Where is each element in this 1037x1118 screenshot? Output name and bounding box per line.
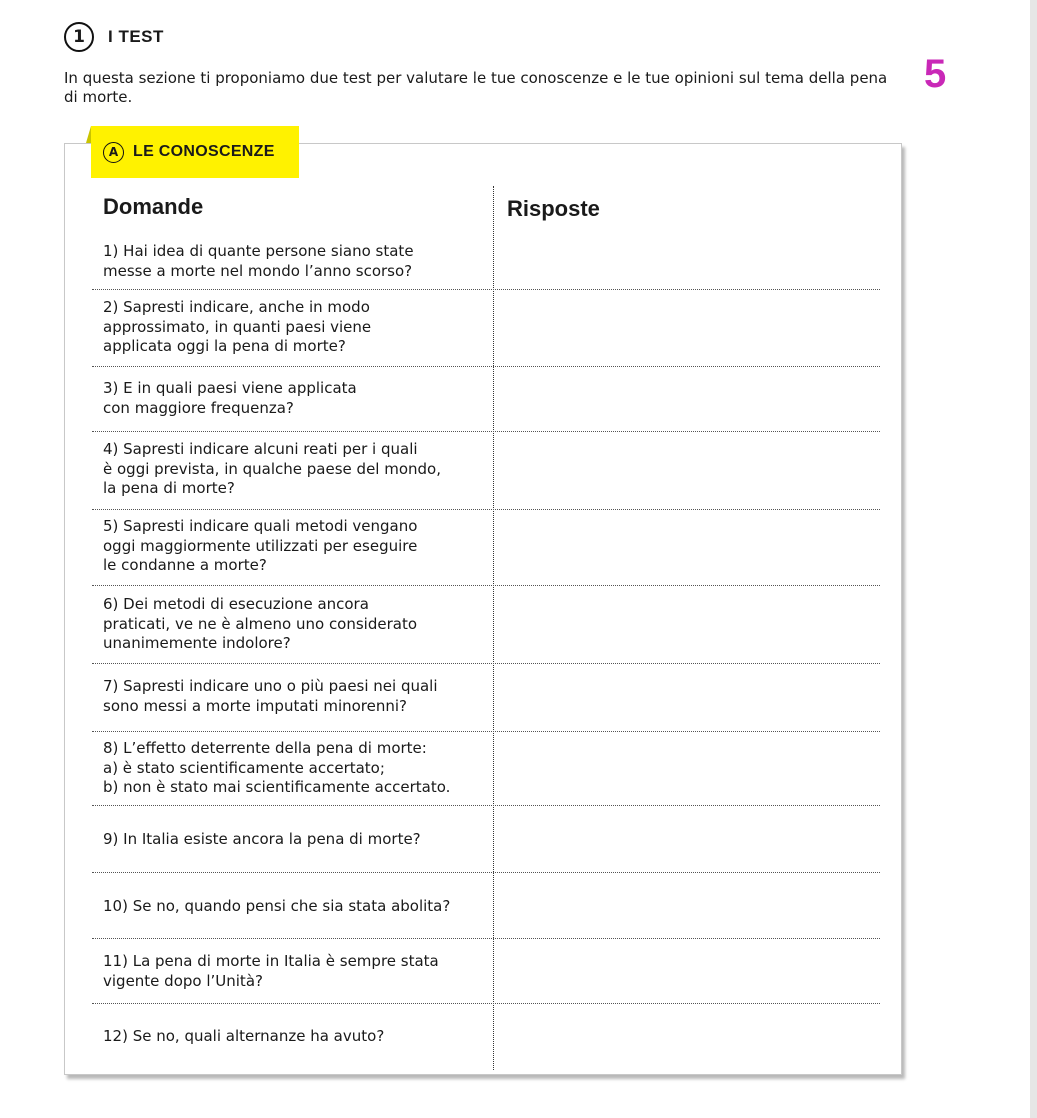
question-8: 8) L’effetto deterrente della pena di morte: a) è stato scientificamente accertato; b) non è stato mai scientificamente accertato. bbox=[103, 739, 451, 796]
question-5: 5) Sapresti indicare quali metodi vengano oggi maggiormente utilizzati per eseguire le condanne a morte? bbox=[103, 517, 418, 574]
section-number-badge: 1 bbox=[64, 22, 94, 52]
question-9: 9) In Italia esiste ancora la pena di morte? bbox=[103, 830, 421, 848]
section-header bbox=[64, 22, 164, 52]
row-separator bbox=[92, 289, 880, 290]
column-header-answers: Risposte bbox=[507, 196, 600, 221]
row-separator bbox=[92, 731, 880, 732]
question-11: 11) La pena di morte in Italia è sempre stata vigente dopo l’Unità? bbox=[103, 952, 439, 990]
row-separator bbox=[92, 366, 880, 367]
tag-letter-badge: A bbox=[103, 142, 124, 163]
question-3: 3) E in quali paesi viene applicata con maggiore frequenza? bbox=[103, 379, 357, 417]
page-marker: 5 bbox=[924, 52, 947, 96]
tag-label: LE CONOSCENZE bbox=[133, 143, 275, 160]
intro-paragraph: In questa sezione ti proponiamo due test per valutare le tue conoscenze e le tue opinioni sul tema della pena di morte. bbox=[64, 69, 888, 106]
row-separator bbox=[92, 805, 880, 806]
row-separator bbox=[92, 509, 880, 510]
section-title: I TEST bbox=[108, 27, 164, 46]
row-separator bbox=[92, 663, 880, 664]
question-4: 4) Sapresti indicare alcuni reati per i quali è oggi prevista, in qualche paese del mondo, la pena di morte? bbox=[103, 440, 441, 497]
row-separator bbox=[92, 872, 880, 873]
question-6: 6) Dei metodi di esecuzione ancora praticati, ve ne è almeno uno considerato unanimemente indolore? bbox=[103, 595, 418, 652]
question-10: 10) Se no, quando pensi che sia stata abolita? bbox=[103, 897, 451, 915]
row-separator bbox=[92, 938, 880, 939]
question-1: 1) Hai idea di quante persone siano state messe a morte nel mondo l’anno scorso? bbox=[103, 242, 414, 280]
row-separator bbox=[92, 1003, 880, 1004]
section-tag bbox=[91, 126, 299, 178]
row-separator bbox=[92, 431, 880, 432]
question-12: 12) Se no, quali alternanze ha avuto? bbox=[103, 1027, 385, 1045]
question-2: 2) Sapresti indicare, anche in modo approssimato, in quanti paesi viene applicata oggi la pena di morte? bbox=[103, 298, 372, 355]
page-edge bbox=[1030, 0, 1037, 1118]
question-7: 7) Sapresti indicare uno o più paesi nei quali sono messi a morte imputati minorenni? bbox=[103, 677, 438, 715]
column-header-questions: Domande bbox=[103, 194, 204, 219]
row-separator bbox=[92, 585, 880, 586]
